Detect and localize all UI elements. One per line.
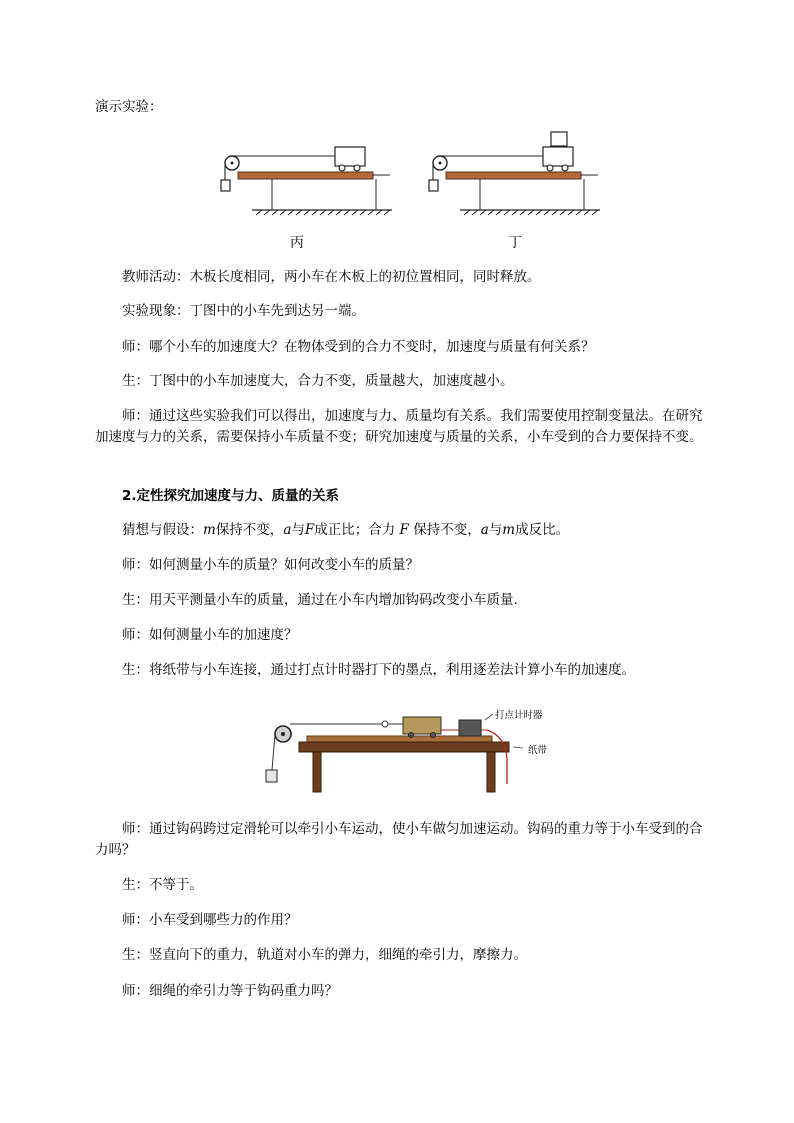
teacher-question-4: 师：通过钩码跨过定滑轮可以牵引小车运动，使小车做匀加速运动。钩码的重力等于小车受到的合力吗？	[95, 821, 703, 858]
experiment-phenomenon: 实验现象：丁图中的小车先到达另一端。	[122, 303, 365, 319]
cart-icon	[335, 147, 365, 166]
student-answer-2: 生：用天平测量小车的质量，通过在小车内增加钩码改变小车质量.	[122, 592, 518, 608]
table-top	[299, 742, 509, 752]
var-a: a	[283, 522, 292, 538]
teacher-question-6: 师：细绳的牵引力等于钩码重力吗？	[122, 983, 338, 999]
hypothesis-text: 保持不变，	[408, 522, 481, 538]
track-board	[307, 736, 492, 742]
teacher-activity: 教师活动：木板长度相同，两小车在木板上的初位置相同，同时释放。	[122, 269, 541, 285]
setup-bing	[221, 147, 392, 215]
teacher-question-3: 师：如何测量小车的加速度？	[122, 627, 298, 643]
figure-label-ding: 丁	[508, 235, 522, 251]
hook-weight	[221, 180, 230, 191]
timer-label: 打点计时器	[495, 710, 543, 721]
figure-track-comparison	[210, 124, 610, 256]
hypothesis-text: 成正比；合力	[314, 522, 400, 538]
var-F: F	[304, 522, 315, 538]
wooden-board	[446, 172, 581, 179]
section-heading-2: 2.定性探究加速度与力、质量的关系	[122, 488, 340, 504]
var-F: F	[399, 522, 409, 538]
student-answer-1: 生：丁图中的小车加速度大，合力不变，质量越大，加速度越小。	[122, 373, 514, 389]
student-answer-5: 生：竖直向下的重力，轨道对小车的弹力，细绳的牵引力，摩擦力。	[122, 947, 527, 963]
table-leg	[487, 752, 495, 792]
hypothesis	[95, 520, 705, 541]
wooden-board	[238, 172, 373, 179]
teacher-question-2: 师：如何测量小车的质量？如何改变小车的质量？	[122, 557, 419, 573]
setup-ding	[429, 132, 600, 215]
extra-mass-block	[551, 132, 567, 146]
hook-weight	[266, 770, 277, 782]
hypothesis-text: 与	[488, 522, 503, 538]
hook-weight	[429, 180, 438, 191]
var-a: a	[480, 522, 489, 538]
ticker-timer-icon	[459, 720, 481, 736]
cart-icon	[403, 717, 441, 734]
hypothesis-prefix: 猜想与假设：	[122, 522, 203, 538]
teacher-summary: 师：通过这些实验我们可以得出，加速度与力、质量均有关系。我们需要使用控制变量法。在研究加速度与力的关系，需要保持小车质量不变；研究加速度与质量的关系，小车受到的合力要保持不变。	[95, 408, 703, 445]
student-answer-4: 生：不等于。	[122, 877, 203, 893]
student-answer-3: 生：将纸带与小车连接，通过打点计时器打下的墨点，利用逐差法计算小车的加速度。	[122, 662, 635, 678]
hypothesis-text: 保持不变，	[215, 522, 284, 538]
tape-label: 纸带	[528, 745, 548, 756]
demo-experiment-label: 演示实验：	[95, 99, 163, 115]
var-m: m	[502, 522, 516, 538]
table-leg	[313, 752, 321, 792]
teacher-question-1: 师：哪个小车的加速度大？在物体受到的合力不变时，加速度与质量有何关系？	[122, 339, 595, 355]
hypothesis-text: 与	[291, 522, 305, 538]
cart-icon	[543, 147, 573, 166]
figure-label-bing: 丙	[290, 235, 304, 251]
teacher-question-5: 师：小车受到哪些力的作用？	[122, 912, 298, 928]
var-m: m	[203, 522, 216, 538]
hypothesis-text: 成反比。	[515, 522, 570, 538]
